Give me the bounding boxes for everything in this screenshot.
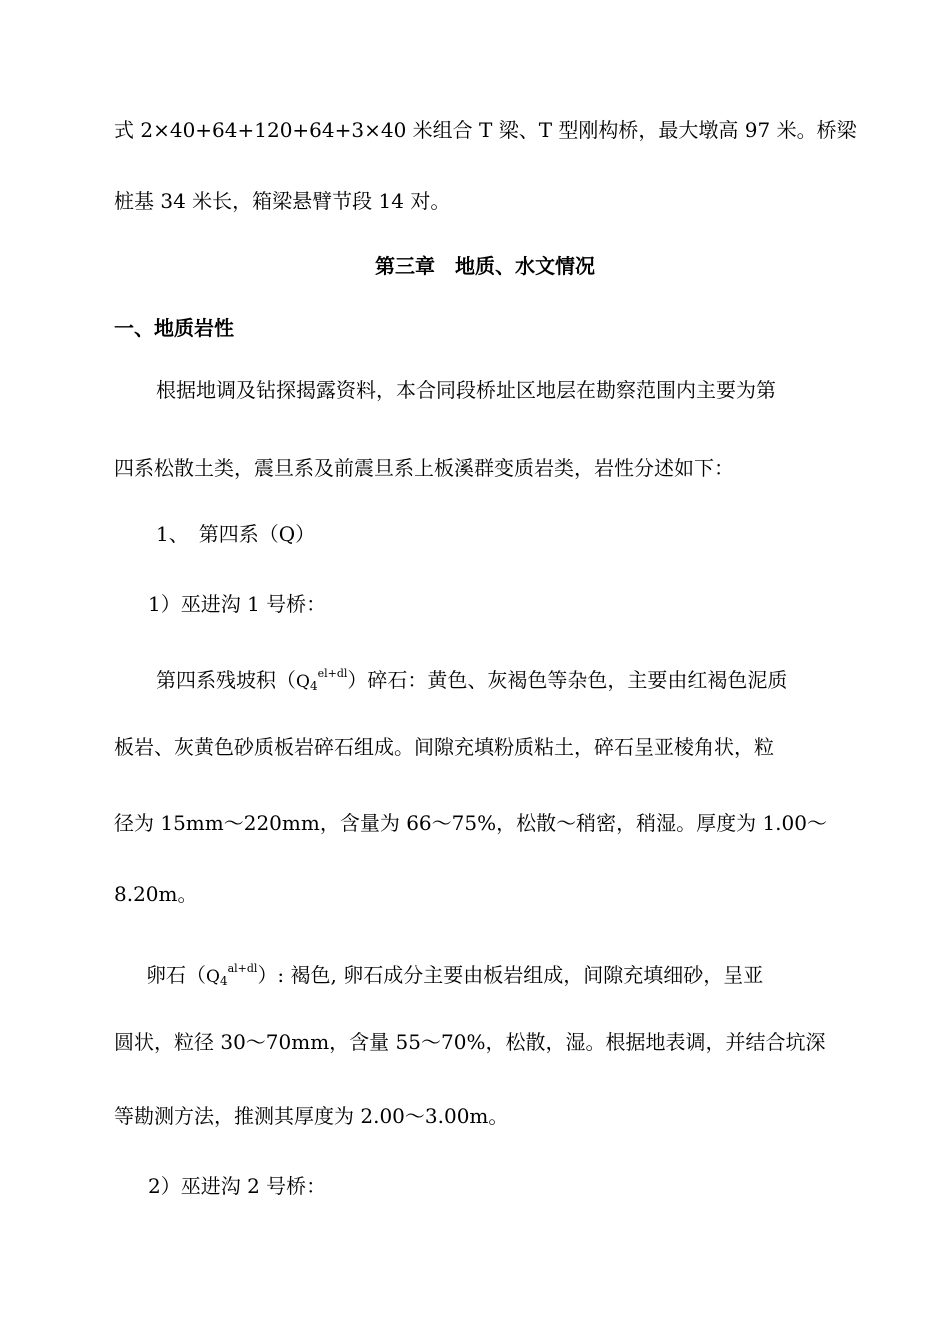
pebble-formula-q: Q [206, 967, 220, 987]
paragraph-residual-line-3: 径为 15mm～220mm，含量为 66～75%，松散～稍密，稍湿。厚度为 1.00～ [114, 811, 827, 835]
residual-formula [296, 667, 348, 693]
residual-formula-q: Q [296, 672, 310, 692]
residual-prefix: 第四系残坡积（ [156, 668, 296, 692]
pebble-suffix: ）: 褐色, 卵石成分主要由板岩组成，间隙充填细砂，呈亚 [257, 963, 764, 987]
subsection-quaternary: 1、 第四系（Q） [156, 522, 316, 546]
chapter-heading: 第三章 地质、水文情况 [375, 254, 595, 278]
paragraph-pebble-line-2: 圆状，粒径 30～70mm，含量 55～70%，松散，湿。根据地表调，并结合坑深 [114, 1030, 826, 1054]
text-line-continuation-2: 桩基 34 米长，箱梁悬臂节段 14 对。 [114, 189, 451, 213]
residual-formula-sup: el+dl [317, 667, 348, 680]
section-heading-geology: 一、地质岩性 [114, 316, 234, 340]
pebble-prefix: 卵石（ [146, 963, 206, 987]
paragraph-pebble-line-3: 等勘测方法，推测其厚度为 2.00～3.00m。 [114, 1104, 509, 1128]
paragraph-pebble-line-1 [146, 957, 950, 993]
text-line-continuation-1: 式 2×40+64+120+64+3×40 米组合 T 梁、T 型刚构桥，最大墩高 97 米。桥梁 [114, 118, 857, 142]
paragraph-residual-line-2: 板岩、灰黄色砂质板岩碎石组成。间隙充填粉质粘土，碎石呈亚棱角状，粒 [114, 735, 774, 759]
paragraph-residual-line-1 [156, 662, 950, 698]
pebble-formula-sup: al+dl [227, 962, 258, 975]
pebble-formula-sub: 4 [219, 974, 228, 988]
pebble-formula [206, 962, 258, 988]
residual-formula-sub: 4 [309, 679, 318, 693]
bridge-1-label: 1）巫进沟 1 号桥： [148, 592, 327, 616]
bridge-2-label: 2）巫进沟 2 号桥： [148, 1174, 327, 1198]
residual-suffix: ）碎石：黄色、灰褐色等杂色，主要由红褐色泥质 [347, 668, 788, 692]
paragraph-residual-line-4: 8.20m。 [114, 882, 198, 906]
paragraph-intro-line-2: 四系松散土类，震旦系及前震旦系上板溪群变质岩类，岩性分述如下： [114, 456, 734, 480]
paragraph-intro-line-1: 根据地调及钻探揭露资料，本合同段桥址区地层在勘察范围内主要为第 [156, 378, 776, 402]
